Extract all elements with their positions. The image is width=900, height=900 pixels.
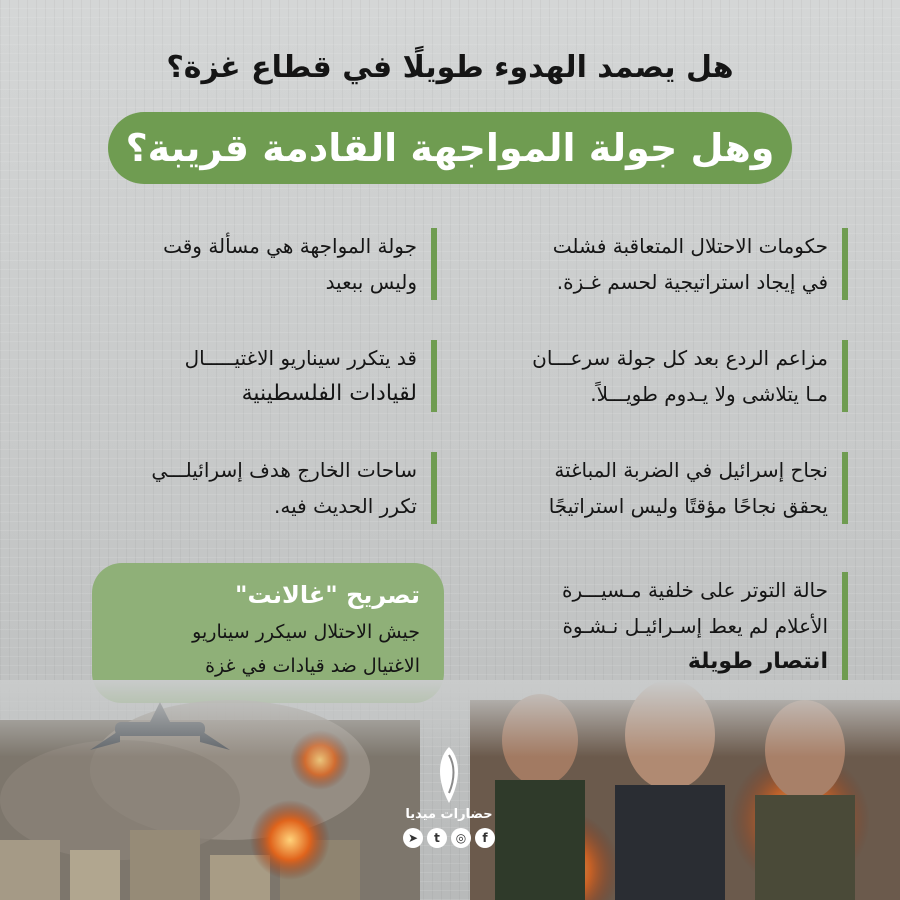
social-icons — [394, 828, 504, 848]
headline: هل يصمد الهدوء طويلًا في قطاع غزة؟ — [166, 50, 734, 85]
brand-mark-icon — [429, 745, 469, 805]
point-line: الأعلام لم يعط إسـرائيـل نـشـوة — [562, 614, 828, 638]
point-line: حكومات الاحتلال المتعاقبة فشلت — [552, 234, 828, 258]
point-flag-march — [488, 572, 848, 680]
brand-logo — [394, 745, 504, 895]
statement-line: جيش الاحتلال سيكرر سيناريو — [192, 621, 420, 643]
facebook-icon[interactable]: f — [475, 828, 495, 848]
point-line: تكرر الحديث فيه. — [274, 494, 417, 518]
point-line: وليس ببعيد — [325, 270, 417, 294]
point-line: قد يتكرر سيناريو الاغتيـــــال — [184, 346, 417, 370]
point-abroad-arenas — [77, 452, 437, 524]
brand-name: حضارات ميديا — [405, 807, 493, 822]
point-line: نجاح إسرائيل في الضربة المباغتة — [554, 458, 828, 482]
banner-title: وهل جولة المواجهة القادمة قريبة؟ — [125, 126, 775, 170]
point-line: حالة التوتر على خلفية مـسيـــرة — [562, 578, 828, 602]
statement-line: الاغتيال ضد قيادات في غزة — [205, 655, 420, 677]
point-government-failure — [488, 228, 848, 300]
telegram-icon[interactable]: ➤ — [403, 828, 423, 848]
statement-title: تصريح "غالانت" — [235, 581, 420, 609]
point-line: يحقق نجاحًا مؤقتًا وليس استراتيجًا — [548, 494, 828, 518]
point-surprise-strike — [488, 452, 848, 524]
question-banner — [108, 112, 792, 184]
point-line: جولة المواجهة هي مسألة وقت — [163, 234, 417, 258]
point-line: ساحات الخارج هدف إسرائيلـــي — [151, 458, 417, 482]
point-line: انتصار طويلة — [687, 649, 828, 674]
point-line: في إيجاد استراتيجية لحسم غـزة. — [556, 270, 828, 294]
instagram-icon[interactable]: ◎ — [451, 828, 471, 848]
point-line: لقيادات الفلسطينية — [241, 381, 417, 406]
twitter-icon[interactable]: t — [427, 828, 447, 848]
point-deterrence-claims — [488, 340, 848, 412]
point-confrontation-time — [77, 228, 437, 300]
point-assassination-scenario — [77, 340, 437, 412]
point-line: مزاعم الردع بعد كل جولة سرعـــان — [532, 346, 828, 370]
point-line: مـا يتلاشى ولا يـدوم طويـــلاً. — [590, 382, 828, 406]
